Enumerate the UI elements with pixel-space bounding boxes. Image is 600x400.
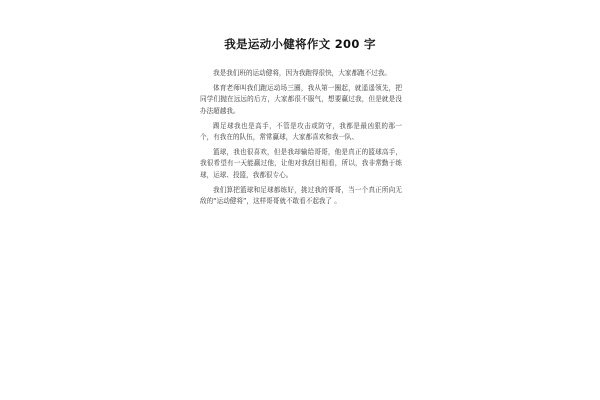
paragraph-4: 篮球，我也很喜欢，但是我却输给哥哥，他是真正的篮球高手，我很希望有一天能赢过他，让他对我刮目相看，所以，我非常勤于练球，运球、投篮，我都很专心。 [200, 148, 402, 179]
document-title: 我是运动小健将作文 200 字 [224, 37, 376, 51]
document-body [200, 68, 402, 211]
paragraph-2: 体育老师叫我们跑运动场三圈，我从第一圈起，就遥遥领先，把同学们抛在远远的后方，大家都很不服气，想要赢过我，但是就是没办法超越我。 [200, 84, 402, 115]
paragraph-5: 我们算把篮球和足球都练好，挑过我的哥哥，当一个真正所向无敌的“运动健将”，这样哥哥就不敢看不起我了 。 [200, 185, 402, 206]
paragraph-3: 踢足球我也是高手，不管是攻击或防守，我都是最凶狠的那一个，有我在的队伍，常常赢球，大家都喜欢和我一队、 [200, 121, 402, 142]
paragraph-1: 我是我们班的运动健将，因为我跑得很快，大家都跑不过我。 [213, 69, 392, 77]
